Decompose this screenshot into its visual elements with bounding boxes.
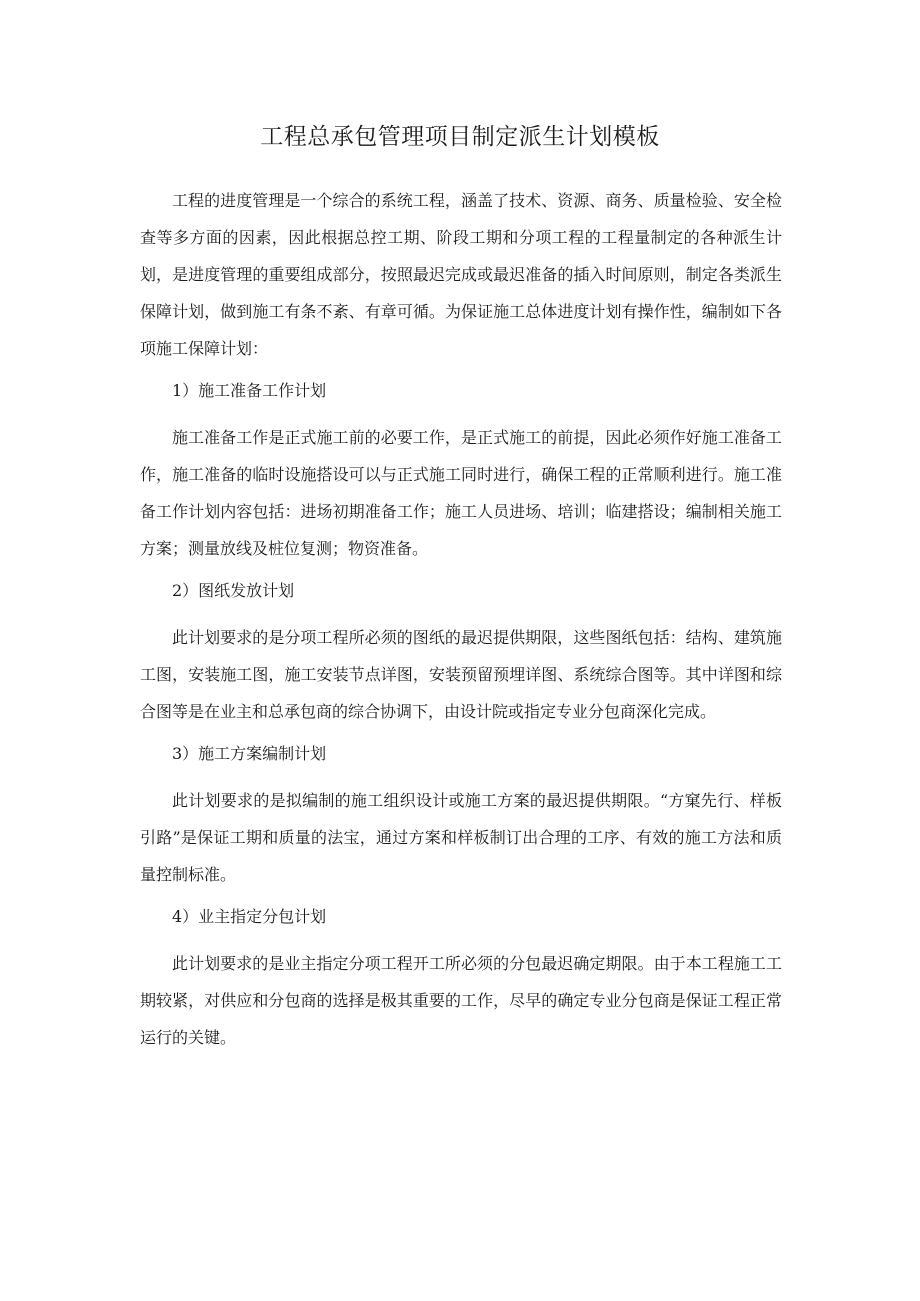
section-body-2: 此计划要求的是分项工程所必须的图纸的最迟提供期限，这些图纸包括：结构、建筑施工图，安装施工图，施工安装节点详图，安装预留预埋详图、系统综合图等。其中详图和综合图等是在业主和总承包商的综合协调下，由设计院或指定专业分包商深化完成。 bbox=[140, 628, 782, 721]
section-heading-2: 2）图纸发放计划 bbox=[172, 581, 295, 600]
section-heading-1: 1）施工准备工作计划 bbox=[172, 381, 327, 400]
section-body-4: 此计划要求的是业主指定分项工程开工所必须的分包最迟确定期限。由于本工程施工工期较紧，对供应和分包商的选择是极其重要的工作，尽早的确定专业分包商是保证工程正常运行的关键。 bbox=[140, 954, 782, 1047]
section-body-3: 此计划要求的是拟编制的施工组织设计或施工方案的最迟提供期限。“方窠先行、样板引路”是保证工期和质量的法宝，通过方案和样板制订出合理的工序、有效的施工方法和质量控制标准。 bbox=[140, 791, 782, 884]
section-body-1: 施工准备工作是正式施工前的必要工作，是正式施工的前提，因此必须作好施工准备工作，施工准备的临时设施搭设可以与正式施工同时进行，确保工程的正常顺利进行。施工准备工作计划内容包括：进场初期准备工作；施工人员进场、培训；临建搭设；编制相关施工方案；测量放线及桩位复测；物资准备。 bbox=[140, 428, 782, 558]
section-heading-4: 4）业主指定分包计划 bbox=[172, 907, 327, 926]
document-body bbox=[140, 182, 782, 1056]
document-title: 工程总承包管理项目制定派生计划模板 bbox=[260, 124, 660, 150]
intro-paragraph: 工程的进度管理是一个综合的系统工程，涵盖了技术、资源、商务、质量检验、安全检查等多方面的因素，因此根据总控工期、阶段工期和分项工程的工程量制定的各种派生计划，是进度管理的重要组成部分，按照最迟完成或最迟准备的插入时间原则，制定各类派生保障计划，做到施工有条不紊、有章可循。为保证施工总体进度计划有操作性，编制如下各项施工保障计划： bbox=[140, 191, 782, 358]
section-heading-3: 3）施工方案编制计划 bbox=[172, 744, 327, 763]
